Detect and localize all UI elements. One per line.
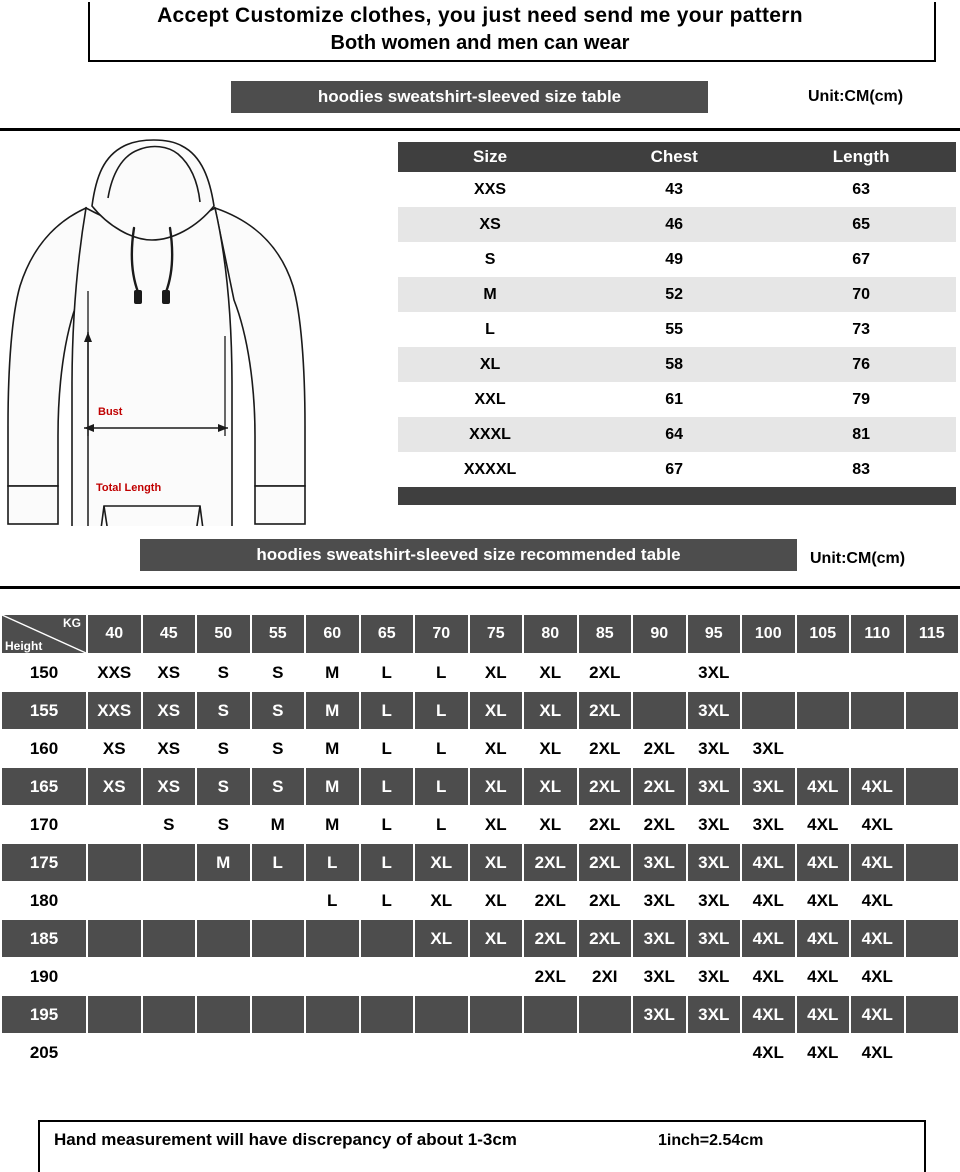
length-cell: 65 bbox=[766, 207, 956, 242]
size-recommend-cell: XS bbox=[143, 654, 196, 691]
size-recommend-cell bbox=[197, 958, 250, 995]
size-recommend-cell: M bbox=[197, 844, 250, 881]
size-recommend-cell bbox=[88, 996, 141, 1033]
size-recommend-cell bbox=[851, 654, 904, 691]
size-recommend-cell: XL bbox=[415, 882, 468, 919]
size-recommend-cell bbox=[797, 654, 850, 691]
size-recommend-cell bbox=[143, 996, 196, 1033]
size-recommend-cell bbox=[197, 882, 250, 919]
size-recommend-cell: 4XL bbox=[851, 996, 904, 1033]
size-recommend-cell: 4XL bbox=[797, 996, 850, 1033]
total-length-label: Total Length bbox=[96, 482, 162, 494]
size-recommend-cell bbox=[524, 1034, 577, 1071]
size-recommend-cell bbox=[906, 692, 959, 729]
size-recommend-cell: 3XL bbox=[688, 654, 741, 691]
size-recommend-cell: L bbox=[361, 844, 414, 881]
chest-cell: 55 bbox=[582, 312, 766, 347]
size-recommend-cell: L bbox=[361, 654, 414, 691]
size-recommend-cell: S bbox=[197, 768, 250, 805]
size-recommend-cell: 3XL bbox=[688, 996, 741, 1033]
size-recommend-cell bbox=[906, 958, 959, 995]
size-recommend-cell: S bbox=[252, 692, 305, 729]
weight-header-cell: 65 bbox=[361, 615, 414, 653]
size-recommend-cell: L bbox=[252, 844, 305, 881]
size-recommend-cell bbox=[470, 958, 523, 995]
size-table-footer-bar bbox=[398, 487, 956, 505]
size-recommend-cell: S bbox=[197, 806, 250, 843]
size-recommend-cell: 3XL bbox=[688, 692, 741, 729]
height-header-cell: 190 bbox=[2, 958, 86, 995]
size-table-title: hoodies sweatshirt-sleeved size table bbox=[231, 81, 708, 113]
size-recommend-cell: 4XL bbox=[851, 844, 904, 881]
table-row bbox=[398, 277, 956, 312]
size-table-header-row bbox=[398, 142, 956, 172]
size-recommend-cell: L bbox=[415, 768, 468, 805]
size-recommend-cell: 4XL bbox=[742, 958, 795, 995]
size-recommend-cell: L bbox=[415, 806, 468, 843]
chest-cell: 46 bbox=[582, 207, 766, 242]
size-recommend-cell: 3XL bbox=[633, 958, 686, 995]
size-recommend-cell bbox=[306, 996, 359, 1033]
size-cell: XS bbox=[398, 207, 582, 242]
size-recommend-cell bbox=[797, 730, 850, 767]
height-header-cell: 195 bbox=[2, 996, 86, 1033]
table-row bbox=[398, 452, 956, 487]
size-recommend-cell bbox=[143, 958, 196, 995]
size-cell: S bbox=[398, 242, 582, 277]
size-table bbox=[398, 142, 956, 505]
size-recommend-cell: 2XL bbox=[633, 806, 686, 843]
table-row bbox=[2, 882, 958, 919]
size-recommend-cell: 2XL bbox=[579, 920, 632, 957]
size-recommend-cell bbox=[906, 882, 959, 919]
size-recommend-cell: 3XL bbox=[688, 882, 741, 919]
size-recommend-cell: 4XL bbox=[851, 958, 904, 995]
size-recommend-cell: 4XL bbox=[797, 882, 850, 919]
size-recommend-cell: 3XL bbox=[633, 844, 686, 881]
chest-cell: 43 bbox=[582, 172, 766, 207]
size-recommend-cell: 2XL bbox=[579, 654, 632, 691]
size-recommend-cell bbox=[906, 806, 959, 843]
size-recommend-cell bbox=[415, 996, 468, 1033]
size-recommend-cell: XS bbox=[88, 730, 141, 767]
recommend-header-row bbox=[2, 615, 958, 653]
table-row bbox=[2, 920, 958, 957]
table-row bbox=[398, 207, 956, 242]
size-recommend-cell bbox=[906, 996, 959, 1033]
size-recommend-cell: 4XL bbox=[797, 844, 850, 881]
size-recommend-cell: 3XL bbox=[688, 920, 741, 957]
size-recommend-cell: XL bbox=[524, 692, 577, 729]
height-axis-label: Height bbox=[5, 639, 43, 653]
size-recommend-cell bbox=[906, 920, 959, 957]
size-recommend-cell: 4XL bbox=[797, 806, 850, 843]
size-recommend-cell: M bbox=[252, 806, 305, 843]
length-cell: 79 bbox=[766, 382, 956, 417]
size-recommend-cell: 3XL bbox=[688, 844, 741, 881]
size-recommend-cell: XL bbox=[470, 844, 523, 881]
size-recommend-cell bbox=[742, 654, 795, 691]
chest-cell: 64 bbox=[582, 417, 766, 452]
size-recommend-cell: XL bbox=[470, 730, 523, 767]
weight-header-cell: 60 bbox=[306, 615, 359, 653]
size-cell: XXXL bbox=[398, 417, 582, 452]
chest-column-header: Chest bbox=[582, 142, 766, 172]
size-recommend-cell: 2XL bbox=[579, 844, 632, 881]
table-row bbox=[398, 382, 956, 417]
size-recommend-cell: XL bbox=[524, 654, 577, 691]
kg-axis-label: KG bbox=[63, 616, 81, 630]
size-recommend-cell: L bbox=[415, 654, 468, 691]
size-recommend-cell bbox=[252, 920, 305, 957]
size-recommend-cell: 4XL bbox=[742, 844, 795, 881]
size-recommend-cell: 4XL bbox=[851, 920, 904, 957]
size-recommend-cell bbox=[88, 806, 141, 843]
size-recommend-cell: 2XL bbox=[579, 768, 632, 805]
height-header-cell: 150 bbox=[2, 654, 86, 691]
length-cell: 81 bbox=[766, 417, 956, 452]
size-recommend-cell: S bbox=[252, 768, 305, 805]
size-recommend-cell bbox=[633, 654, 686, 691]
axis-corner-cell bbox=[2, 615, 86, 653]
size-recommend-cell: XL bbox=[470, 882, 523, 919]
table-row bbox=[398, 417, 956, 452]
height-header-cell: 205 bbox=[2, 1034, 86, 1071]
weight-header-cell: 115 bbox=[906, 615, 959, 653]
recommend-table-unit: Unit:CM(cm) bbox=[810, 550, 906, 567]
size-recommend-cell: 3XL bbox=[633, 920, 686, 957]
weight-header-cell: 95 bbox=[688, 615, 741, 653]
size-recommend-cell: L bbox=[415, 692, 468, 729]
weight-header-cell: 105 bbox=[797, 615, 850, 653]
recommend-table bbox=[0, 614, 960, 1072]
size-recommend-cell: 2XL bbox=[524, 844, 577, 881]
table-row bbox=[398, 347, 956, 382]
size-recommend-cell: M bbox=[306, 806, 359, 843]
size-recommend-cell: L bbox=[361, 806, 414, 843]
size-recommend-cell bbox=[361, 996, 414, 1033]
size-recommend-cell bbox=[252, 996, 305, 1033]
table-row bbox=[2, 768, 958, 805]
table-row bbox=[2, 730, 958, 767]
size-recommend-cell bbox=[906, 768, 959, 805]
size-recommend-cell bbox=[906, 844, 959, 881]
size-recommend-cell bbox=[906, 1034, 959, 1071]
size-recommend-cell bbox=[306, 920, 359, 957]
recommend-table-wrap bbox=[0, 614, 960, 1072]
size-recommend-cell bbox=[470, 996, 523, 1033]
divider-mid bbox=[0, 586, 960, 589]
size-recommend-cell: XS bbox=[143, 730, 196, 767]
weight-header-cell: 90 bbox=[633, 615, 686, 653]
size-recommend-cell: XS bbox=[143, 768, 196, 805]
size-cell: XXXXL bbox=[398, 452, 582, 487]
weight-header-cell: 110 bbox=[851, 615, 904, 653]
size-recommend-cell: 4XL bbox=[742, 1034, 795, 1071]
size-recommend-cell: 4XL bbox=[797, 1034, 850, 1071]
length-cell: 83 bbox=[766, 452, 956, 487]
size-recommend-cell: L bbox=[415, 730, 468, 767]
size-recommend-cell: S bbox=[197, 654, 250, 691]
length-cell: 67 bbox=[766, 242, 956, 277]
size-recommend-cell: S bbox=[197, 730, 250, 767]
table-row bbox=[398, 172, 956, 207]
size-recommend-cell bbox=[361, 1034, 414, 1071]
size-recommend-cell bbox=[633, 1034, 686, 1071]
size-recommend-cell bbox=[252, 1034, 305, 1071]
size-recommend-cell: XL bbox=[470, 654, 523, 691]
size-recommend-cell bbox=[143, 1034, 196, 1071]
chest-cell: 58 bbox=[582, 347, 766, 382]
size-recommend-cell: 2XL bbox=[579, 882, 632, 919]
size-recommend-cell bbox=[906, 730, 959, 767]
size-recommend-cell: XL bbox=[415, 920, 468, 957]
size-recommend-cell: XL bbox=[524, 806, 577, 843]
size-recommend-cell: L bbox=[306, 844, 359, 881]
size-recommend-cell: 2XL bbox=[579, 692, 632, 729]
size-cell: XXL bbox=[398, 382, 582, 417]
header bbox=[0, 0, 960, 55]
size-recommend-cell bbox=[88, 958, 141, 995]
footer-conversion: 1inch=2.54cm bbox=[658, 1132, 764, 1149]
weight-header-cell: 40 bbox=[88, 615, 141, 653]
size-recommend-cell: 3XL bbox=[742, 806, 795, 843]
size-recommend-cell: 4XL bbox=[797, 958, 850, 995]
size-recommend-cell: XXS bbox=[88, 654, 141, 691]
height-header-cell: 180 bbox=[2, 882, 86, 919]
size-recommend-cell bbox=[851, 692, 904, 729]
size-recommend-cell bbox=[579, 996, 632, 1033]
size-recommend-cell: 4XL bbox=[851, 882, 904, 919]
size-recommend-cell: XL bbox=[470, 920, 523, 957]
table-row bbox=[398, 242, 956, 277]
bust-label: Bust bbox=[98, 406, 123, 418]
size-recommend-cell bbox=[797, 692, 850, 729]
size-cell: L bbox=[398, 312, 582, 347]
size-recommend-cell: 3XL bbox=[688, 768, 741, 805]
size-table-footer-row bbox=[398, 487, 956, 505]
size-recommend-cell: 3XL bbox=[633, 882, 686, 919]
size-recommend-cell bbox=[470, 1034, 523, 1071]
weight-header-cell: 80 bbox=[524, 615, 577, 653]
size-recommend-cell bbox=[197, 996, 250, 1033]
length-cell: 76 bbox=[766, 347, 956, 382]
size-recommend-cell: XS bbox=[88, 768, 141, 805]
size-recommend-cell bbox=[88, 920, 141, 957]
size-recommend-cell: 2XL bbox=[524, 920, 577, 957]
size-recommend-cell bbox=[252, 958, 305, 995]
size-recommend-cell: 4XL bbox=[742, 996, 795, 1033]
size-recommend-cell bbox=[524, 996, 577, 1033]
size-recommend-cell bbox=[306, 1034, 359, 1071]
size-recommend-cell: 4XL bbox=[797, 920, 850, 957]
size-recommend-cell: XL bbox=[470, 768, 523, 805]
size-recommend-cell: L bbox=[361, 768, 414, 805]
chest-cell: 52 bbox=[582, 277, 766, 312]
size-recommend-cell: L bbox=[361, 882, 414, 919]
size-recommend-cell: L bbox=[361, 730, 414, 767]
size-recommend-cell bbox=[88, 844, 141, 881]
weight-header-cell: 50 bbox=[197, 615, 250, 653]
size-recommend-cell: 2XL bbox=[524, 958, 577, 995]
size-recommend-cell: XXS bbox=[88, 692, 141, 729]
table-row bbox=[2, 996, 958, 1033]
size-recommend-cell bbox=[306, 958, 359, 995]
size-recommend-cell: XS bbox=[143, 692, 196, 729]
table-row bbox=[2, 654, 958, 691]
size-table-unit: Unit:CM(cm) bbox=[808, 88, 904, 105]
height-header-cell: 155 bbox=[2, 692, 86, 729]
size-recommend-cell: 4XL bbox=[851, 806, 904, 843]
size-recommend-cell: 2XL bbox=[633, 768, 686, 805]
size-recommend-cell: 3XL bbox=[633, 996, 686, 1033]
size-recommend-cell: 4XL bbox=[742, 920, 795, 957]
weight-header-cell: 75 bbox=[470, 615, 523, 653]
size-recommend-cell: S bbox=[252, 654, 305, 691]
size-recommend-cell: XL bbox=[524, 768, 577, 805]
size-recommend-cell bbox=[361, 920, 414, 957]
size-recommend-cell: XL bbox=[415, 844, 468, 881]
size-recommend-cell: 3XL bbox=[742, 730, 795, 767]
size-cell: XL bbox=[398, 347, 582, 382]
table-row bbox=[2, 1034, 958, 1071]
size-recommend-cell: 2XI bbox=[579, 958, 632, 995]
size-recommend-cell: S bbox=[252, 730, 305, 767]
footer-note: Hand measurement will have discrepancy of about 1-3cm bbox=[54, 1130, 517, 1149]
table-row bbox=[2, 958, 958, 995]
table-row bbox=[398, 312, 956, 347]
hoodie-diagram-icon bbox=[0, 136, 385, 526]
table-row bbox=[2, 692, 958, 729]
chest-cell: 49 bbox=[582, 242, 766, 277]
size-recommend-cell bbox=[197, 1034, 250, 1071]
size-recommend-cell bbox=[906, 654, 959, 691]
size-recommend-cell: M bbox=[306, 654, 359, 691]
size-recommend-cell bbox=[143, 882, 196, 919]
size-recommend-cell bbox=[633, 692, 686, 729]
size-recommend-cell: 4XL bbox=[851, 768, 904, 805]
chest-cell: 61 bbox=[582, 382, 766, 417]
size-recommend-cell bbox=[361, 958, 414, 995]
size-recommend-cell bbox=[415, 1034, 468, 1071]
length-cell: 63 bbox=[766, 172, 956, 207]
weight-header-cell: 55 bbox=[252, 615, 305, 653]
weight-header-cell: 100 bbox=[742, 615, 795, 653]
height-header-cell: 170 bbox=[2, 806, 86, 843]
height-header-cell: 185 bbox=[2, 920, 86, 957]
size-recommend-cell bbox=[252, 882, 305, 919]
weight-header-cell: 45 bbox=[143, 615, 196, 653]
size-cell: M bbox=[398, 277, 582, 312]
size-recommend-cell: 2XL bbox=[579, 730, 632, 767]
header-line1: Accept Customize clothes, you just need send me your pattern bbox=[157, 4, 803, 27]
size-cell: XXS bbox=[398, 172, 582, 207]
size-recommend-cell: 2XL bbox=[579, 806, 632, 843]
height-header-cell: 165 bbox=[2, 768, 86, 805]
length-cell: 73 bbox=[766, 312, 956, 347]
size-column-header: Size bbox=[398, 142, 582, 172]
size-recommend-cell: M bbox=[306, 692, 359, 729]
length-cell: 70 bbox=[766, 277, 956, 312]
size-recommend-cell: 4XL bbox=[742, 882, 795, 919]
weight-header-cell: 70 bbox=[415, 615, 468, 653]
table-row bbox=[2, 844, 958, 881]
size-recommend-cell bbox=[851, 730, 904, 767]
size-recommend-cell bbox=[415, 958, 468, 995]
chest-cell: 67 bbox=[582, 452, 766, 487]
height-header-cell: 175 bbox=[2, 844, 86, 881]
size-recommend-cell: 4XL bbox=[797, 768, 850, 805]
size-recommend-cell: M bbox=[306, 730, 359, 767]
length-column-header: Length bbox=[766, 142, 956, 172]
size-recommend-cell: XL bbox=[470, 806, 523, 843]
size-recommend-cell: 2XL bbox=[633, 730, 686, 767]
height-header-cell: 160 bbox=[2, 730, 86, 767]
recommend-table-title: hoodies sweatshirt-sleeved size recommended table bbox=[140, 539, 797, 571]
size-recommend-cell bbox=[579, 1034, 632, 1071]
size-recommend-cell: 3XL bbox=[688, 730, 741, 767]
size-recommend-cell: M bbox=[306, 768, 359, 805]
size-recommend-cell bbox=[688, 1034, 741, 1071]
size-recommend-cell: 4XL bbox=[851, 1034, 904, 1071]
weight-header-cell: 85 bbox=[579, 615, 632, 653]
header-line2: Both women and men can wear bbox=[330, 32, 630, 54]
table-row bbox=[2, 806, 958, 843]
size-recommend-cell: 2XL bbox=[524, 882, 577, 919]
size-recommend-cell bbox=[143, 920, 196, 957]
size-recommend-cell bbox=[88, 1034, 141, 1071]
size-recommend-cell: XL bbox=[470, 692, 523, 729]
size-recommend-cell bbox=[88, 882, 141, 919]
size-recommend-cell bbox=[143, 844, 196, 881]
size-recommend-cell: S bbox=[143, 806, 196, 843]
size-recommend-cell: 3XL bbox=[688, 806, 741, 843]
size-recommend-cell: S bbox=[197, 692, 250, 729]
size-recommend-cell: L bbox=[361, 692, 414, 729]
size-recommend-cell: 3XL bbox=[688, 958, 741, 995]
divider-top bbox=[0, 128, 960, 131]
size-recommend-cell: L bbox=[306, 882, 359, 919]
size-recommend-cell bbox=[197, 920, 250, 957]
size-recommend-cell bbox=[742, 692, 795, 729]
size-recommend-cell: 3XL bbox=[742, 768, 795, 805]
hoodie-illustration bbox=[0, 136, 385, 526]
size-recommend-cell: XL bbox=[524, 730, 577, 767]
